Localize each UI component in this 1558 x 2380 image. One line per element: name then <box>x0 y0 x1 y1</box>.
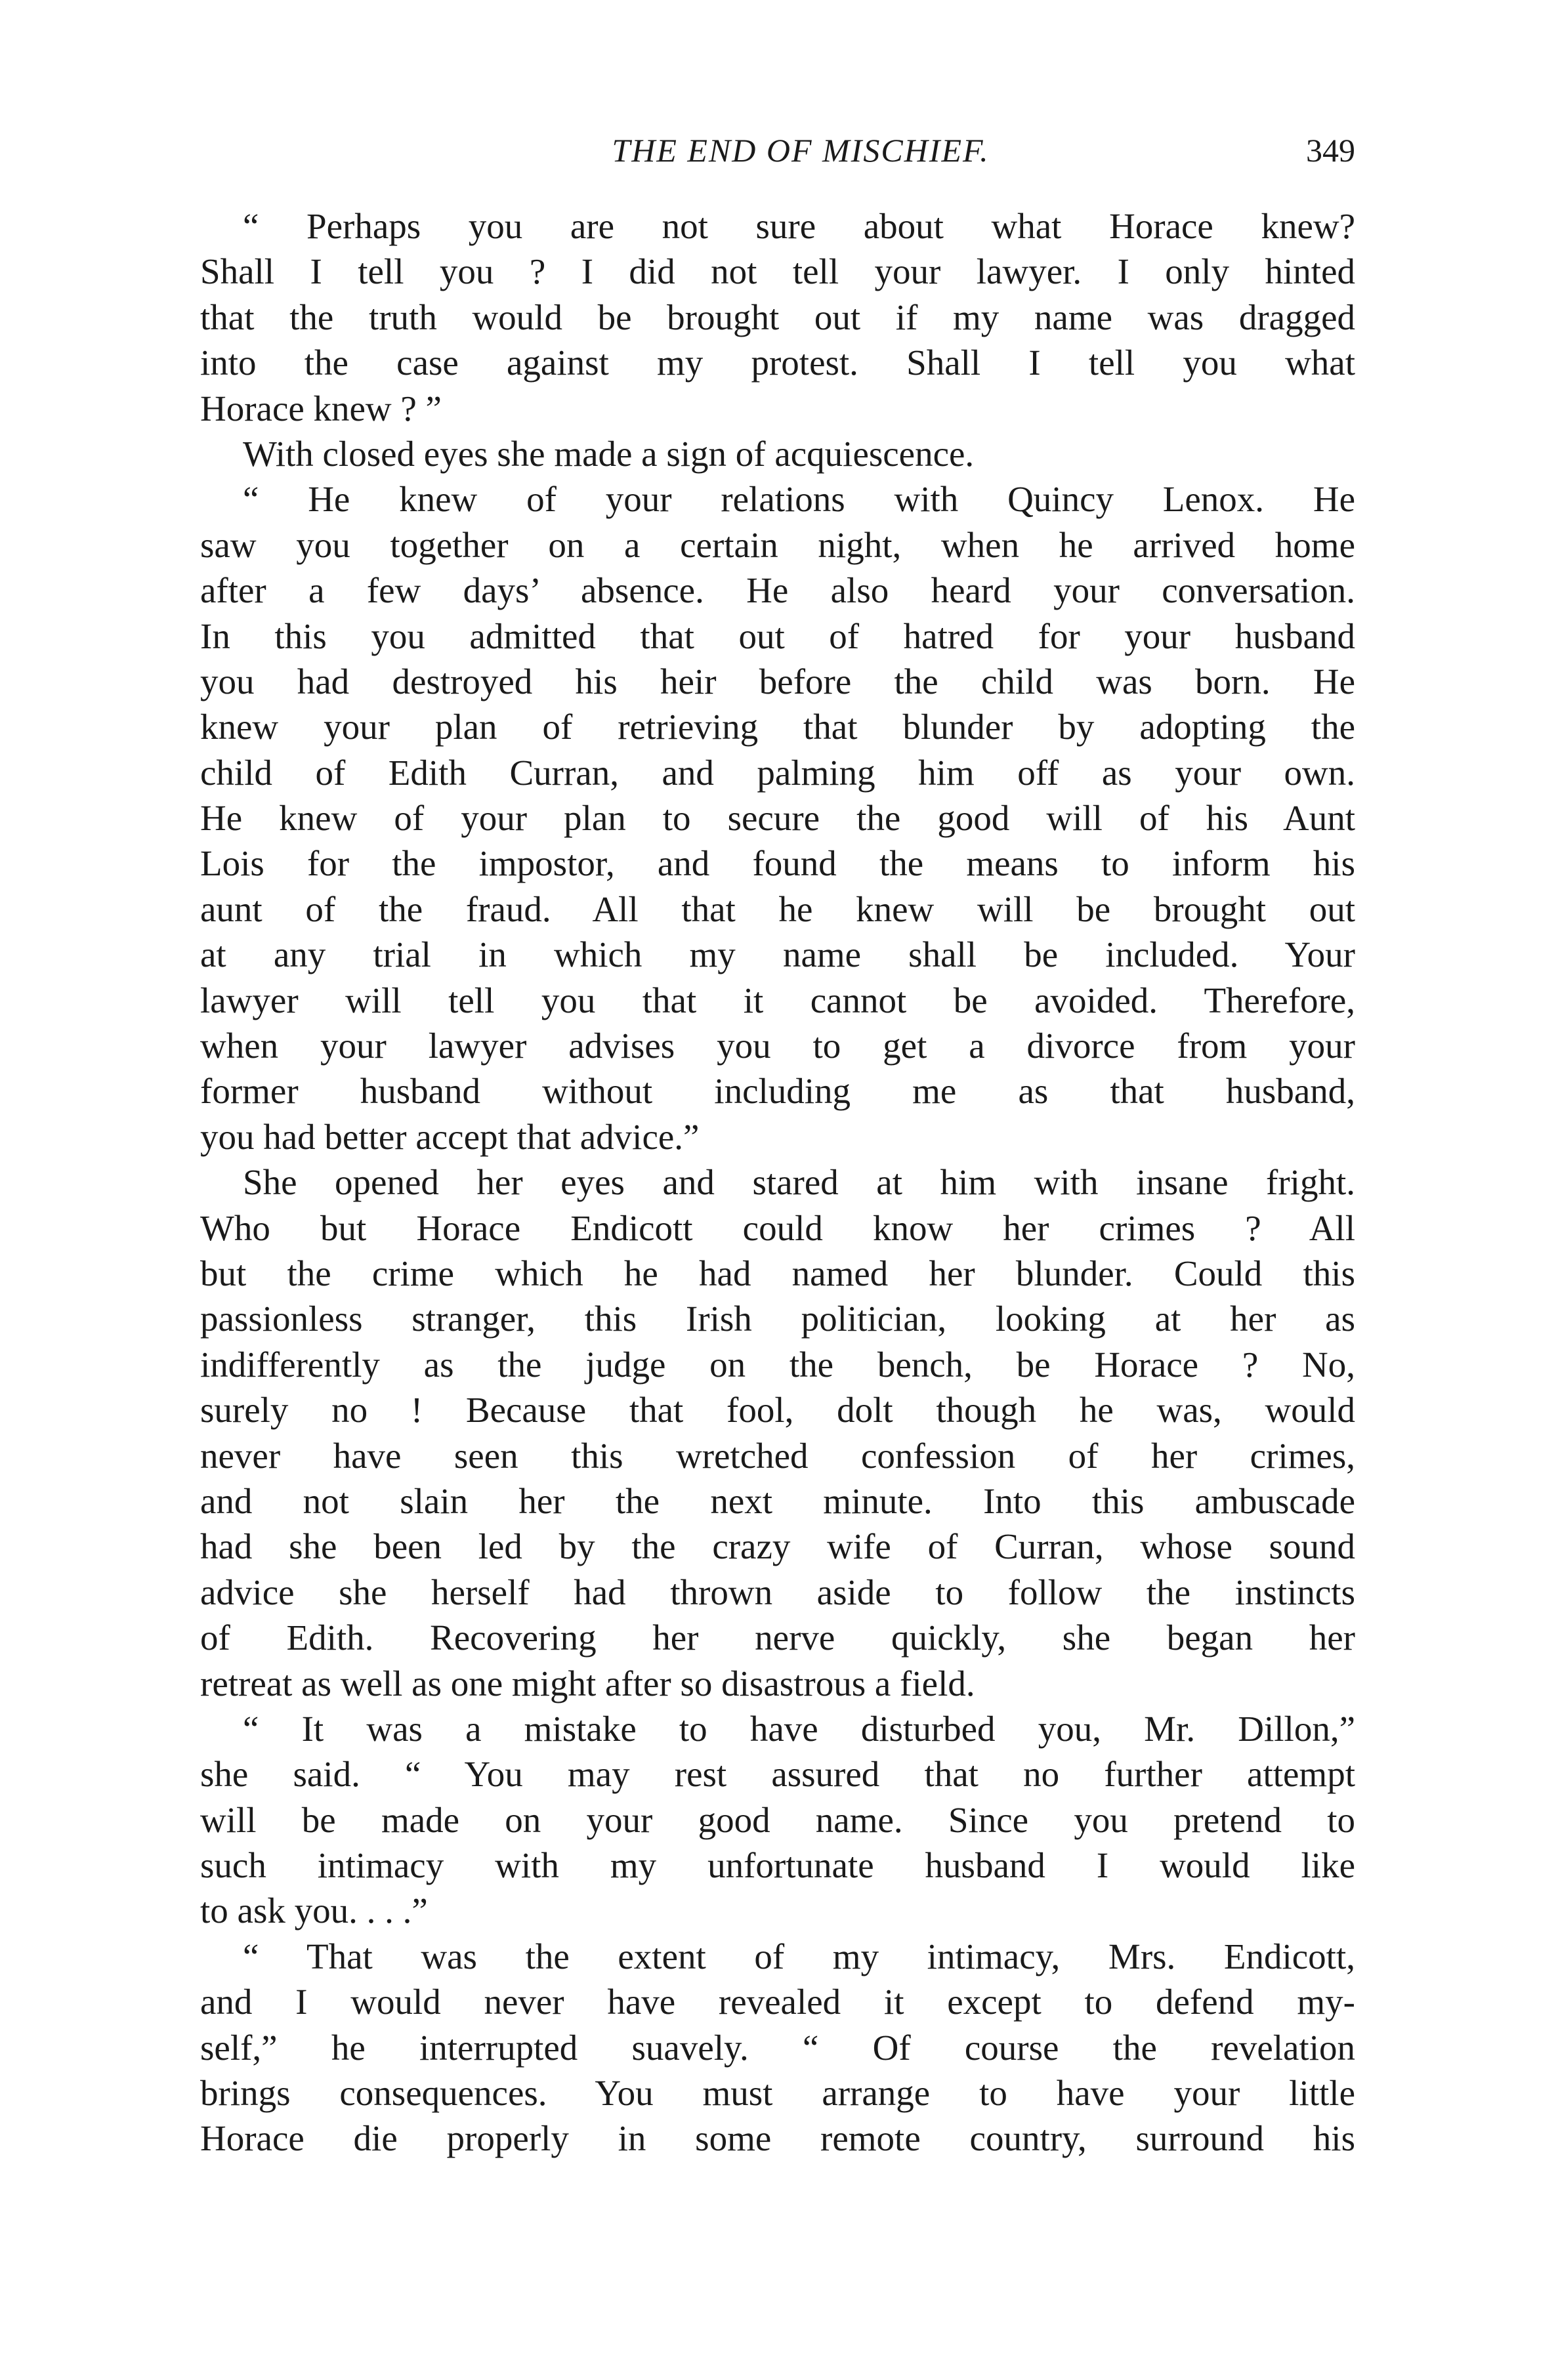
text-line: With closed eyes she made a sign of acquiescence. <box>243 433 975 474</box>
text-line: such intimacy with my unfortunate husband I would like <box>200 1845 1355 1886</box>
running-head <box>200 131 1355 197</box>
text-line: indifferently as the judge on the bench, be Horace ? No, <box>200 1344 1355 1385</box>
text-line: Who but Horace Endicott could know her crimes ? All <box>200 1207 1355 1248</box>
text-line: that the truth would be brought out if my name was dragged <box>200 297 1355 337</box>
text-line: and not slain her the next minute. Into this ambuscade <box>200 1480 1355 1521</box>
text-line: He knew of your plan to secure the good will of his Aunt <box>200 798 1355 839</box>
text-line: “ Perhaps you are not sure about what Horace knew? <box>243 206 1355 246</box>
text-line: Horace knew ? ” <box>200 388 442 428</box>
text-line: will be made on your good name. Since you pretend to <box>200 1799 1355 1840</box>
text-line: of Edith. Recovering her nerve quickly, she began her <box>200 1618 1355 1658</box>
text-line: Shall I tell you ? I did not tell your lawyer. I only hinted <box>200 251 1355 292</box>
text-line: brings consequences. You must arrange to have your little <box>200 2073 1355 2114</box>
text-line: saw you together on a certain night, when he arrived home <box>200 524 1355 565</box>
text-line: Lois for the impostor, and found the means to inform his <box>200 843 1355 884</box>
text-line: never have seen this wretched confession of her crimes, <box>200 1435 1355 1476</box>
text-line: passionless stranger, this Irish politician, looking at her as <box>200 1299 1355 1339</box>
text-line: aunt of the fraud. All that he knew will be brought out <box>200 888 1355 929</box>
text-line: when your lawyer advises you to get a divorce from your <box>200 1026 1355 1066</box>
text-line: to ask you. . . .” <box>200 1890 428 1931</box>
text-line: “ That was the extent of my intimacy, Mrs. Endicott, <box>243 1936 1355 1976</box>
text-line: had she been led by the crazy wife of Curran, whose sound <box>200 1526 1355 1567</box>
text-line: after a few days’ absence. He also heard your conversation. <box>200 570 1355 611</box>
text-line: knew your plan of retrieving that blunder by adopting the <box>200 707 1355 747</box>
text-line: but the crime which he had named her blunder. Could this <box>200 1253 1355 1293</box>
text-line: “ It was a mistake to have disturbed you, Mr. Dillon,” <box>243 1708 1355 1749</box>
text-line: child of Edith Curran, and palming him off as your own. <box>200 752 1355 793</box>
text-line: at any trial in which my name shall be included. Your <box>200 934 1355 975</box>
book-page <box>200 131 1355 2161</box>
body-text <box>200 203 1355 2161</box>
text-line: Horace die properly in some remote country, surround his <box>200 2118 1355 2159</box>
text-line: retreat as well as one might after so disastrous a field. <box>200 1663 975 1703</box>
text-line: she said. “ You may rest assured that no further attempt <box>200 1754 1355 1795</box>
running-title: THE END OF MISCHIEF. <box>612 132 990 169</box>
text-line: into the case against my protest. Shall I tell you what <box>200 343 1355 383</box>
text-line: and I would never have revealed it except to defend my- <box>200 1982 1355 2022</box>
text-line: lawyer will tell you that it cannot be avoided. Therefore, <box>200 980 1355 1020</box>
text-line: self,” he interrupted suavely. “ Of course the revelation <box>200 2027 1355 2068</box>
text-line: you had destroyed his heir before the child was born. He <box>200 661 1355 701</box>
page-number: 349 <box>1306 132 1355 169</box>
text-line: She opened her eyes and stared at him with insane fright. <box>243 1162 1355 1203</box>
text-line: former husband without including me as that husband, <box>200 1071 1355 1112</box>
text-line: you had better accept that advice.” <box>200 1116 700 1157</box>
text-line: advice she herself had thrown aside to follow the instincts <box>200 1572 1355 1612</box>
text-line: In this you admitted that out of hatred for your husband <box>200 616 1355 656</box>
text-line: “ He knew of your relations with Quincy Lenox. He <box>243 479 1355 520</box>
text-line: surely no ! Because that fool, dolt though he was, would <box>200 1390 1355 1430</box>
